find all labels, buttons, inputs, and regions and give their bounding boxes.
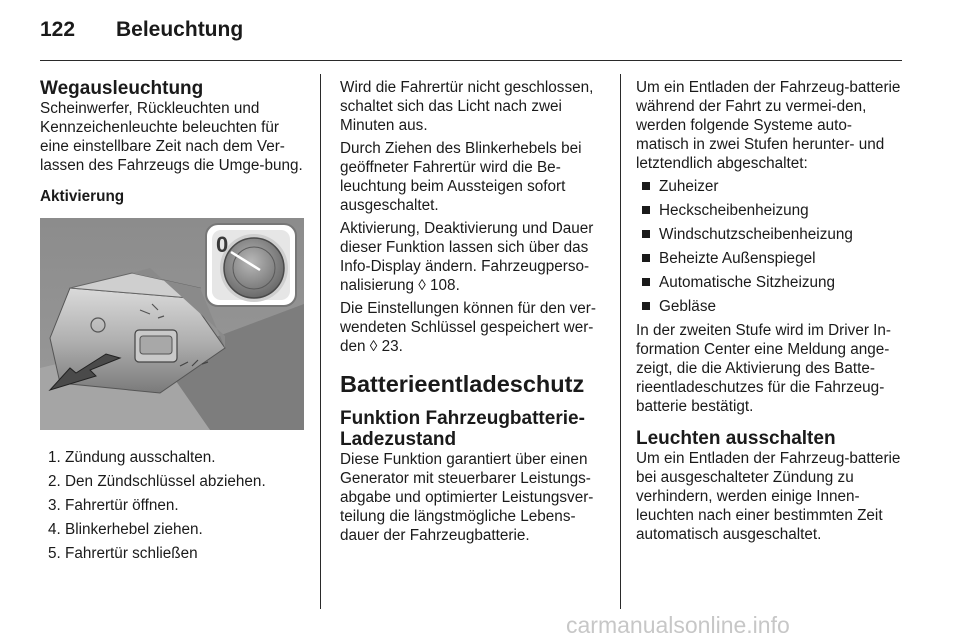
list-item: Automatische Sitzheizung (642, 273, 904, 292)
paragraph: Scheinwerfer, Rückleuchten und Kennzeichenleuchte beleuchten für eine einstellbare Zeit nach dem Ver-lassen des Fahrzeugs die Umge-bung. (40, 100, 303, 174)
list-item: Windschutzscheibenheizung (642, 225, 904, 244)
step-item: 4. Blinkerhebel ziehen. (48, 521, 203, 538)
bullet-square-icon (642, 230, 650, 238)
watermark: carmanualsonline.info (566, 612, 790, 638)
column-1 (40, 78, 306, 568)
list-item: Gebläse (642, 297, 904, 316)
paragraph: Die Einstellungen können für den ver-wendeten Schlüssel gespeichert wer-den ◊ 23. (340, 300, 596, 355)
list-item: Heckscheibenheizung (642, 201, 904, 220)
figure-position-label: 0 (216, 232, 229, 257)
bullet-square-icon (642, 302, 650, 310)
list-item: Zuheizer (642, 177, 904, 196)
paragraph: Um ein Entladen der Fahrzeug-batterie bei ausgeschalteter Zündung zu verhindern, werden einige Innen-leuchten nach einer bestimmten Zeit automatisch ausgeschaltet. (636, 450, 901, 543)
step-list (40, 448, 306, 563)
section-heading-wegausleuchtung: Wegausleuchtung (40, 78, 204, 99)
subsection-heading: Funktion Fahrzeugbatterie-Ladezustand (340, 408, 585, 450)
paragraph: Diese Funktion garantiert über einen Generator mit steuerbarer Leistungs-abgabe und optimierter Leistungsver-teilung die längstmögliche Lebens-dauer der Fahrzeugbatterie. (340, 451, 594, 544)
paragraph: Durch Ziehen des Blinkerhebels bei geöffneter Fahrertür wird die Be-leuchtung beim Aussteigen sofort ausgeschaltet. (340, 140, 582, 214)
column-divider (320, 74, 321, 609)
bullet-square-icon (642, 278, 650, 286)
bullet-square-icon (642, 182, 650, 190)
paragraph: Wird die Fahrertür nicht geschlossen, schaltet sich das Licht nach zwei Minuten aus. (340, 79, 594, 134)
bullet-square-icon (642, 254, 650, 262)
header-rule (40, 60, 902, 61)
column-divider (620, 74, 621, 609)
section-heading-leuchten-ausschalten: Leuchten ausschalten (636, 428, 836, 449)
bullet-list (636, 177, 904, 316)
step-item: 5. Fahrertür schließen (48, 545, 198, 562)
turn-signal-lever-illustration (40, 218, 304, 430)
step-item: 1. Zündung ausschalten. (48, 449, 216, 466)
section-heading-batterieentladeschutz: Batterieentladeschutz (340, 371, 585, 397)
column-3 (636, 78, 904, 548)
subheading-aktivierung: Aktivierung (40, 188, 125, 205)
paragraph: In der zweiten Stufe wird im Driver In-formation Center eine Meldung ange-zeigt, die die Aktivierung des Batte-rieentladeschutzes für die Fahrzeug-batterie bestätigt. (636, 322, 892, 415)
paragraph: Um ein Entladen der Fahrzeug-batterie während der Fahrt zu vermei-den, werden folgende Systeme auto-matisch in zwei Stufen herunter- und letztendlich abgeschaltet: (636, 79, 901, 172)
page-title: Beleuchtung (116, 18, 244, 41)
column-2 (340, 78, 604, 549)
list-item: Beheizte Außenspiegel (642, 249, 904, 268)
step-item: 2. Den Zündschlüssel abziehen. (48, 473, 266, 490)
page-number: 122 (40, 18, 76, 41)
paragraph: Aktivierung, Deaktivierung und Dauer dieser Funktion lassen sich über das Info-Display ändern. Fahrzeugperso-nalisierung ◊ 108. (340, 220, 594, 294)
step-item: 3. Fahrertür öffnen. (48, 497, 179, 514)
bullet-square-icon (642, 206, 650, 214)
